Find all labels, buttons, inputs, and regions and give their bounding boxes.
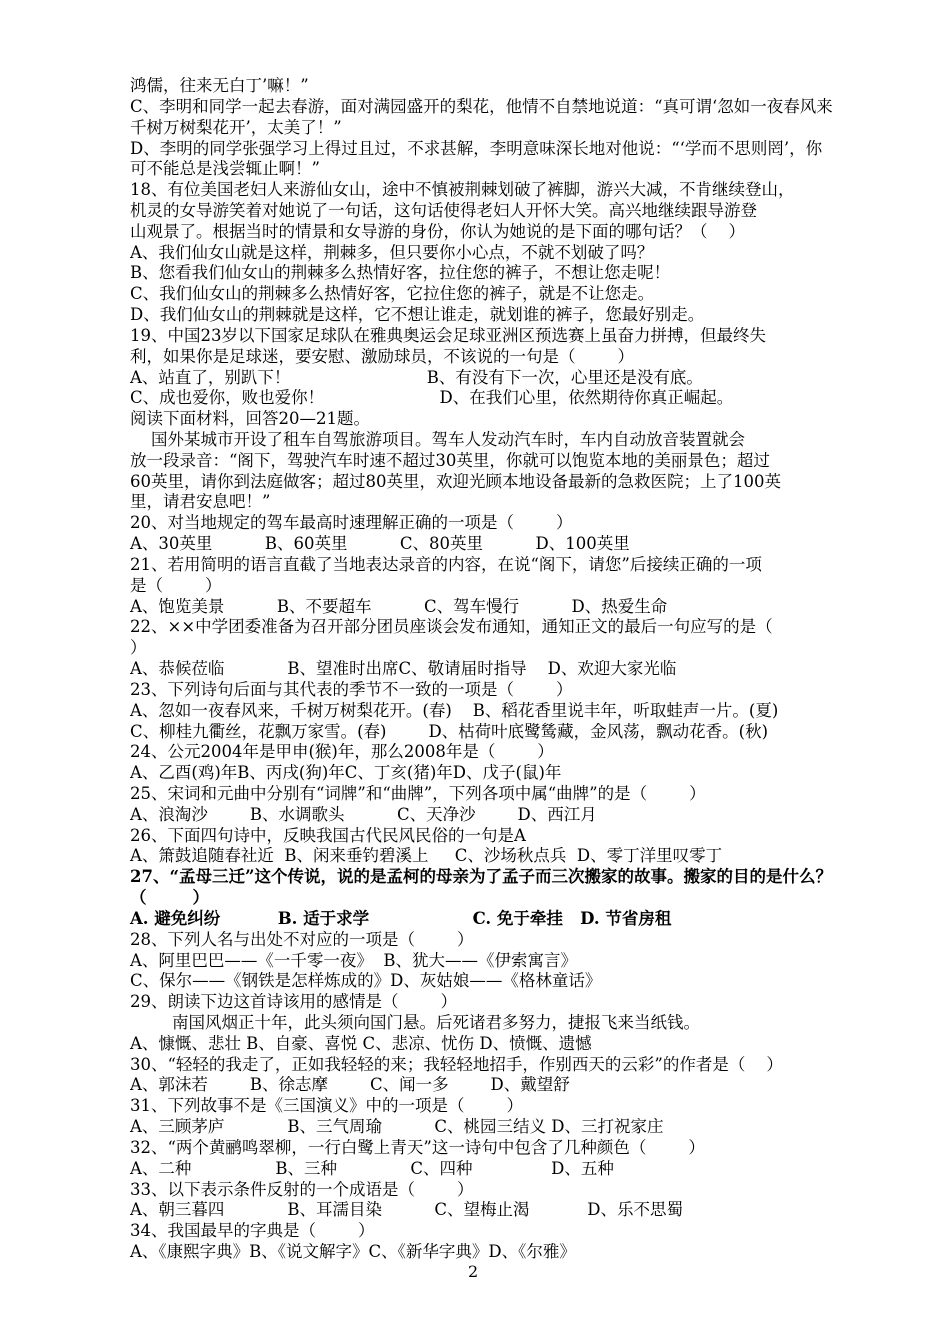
- text-line: A、浪淘沙 B、水调歌头 C、天净沙 D、西江月: [130, 804, 597, 824]
- text-line: 22、××中学团委准备为召开部分团员座谈会发布通知，通知正文的最后一句应写的是（: [130, 617, 773, 637]
- text-line: 21、若用简明的语言直截了当地表达录音的内容，在说“阁下，请您”后接续正确的一项: [130, 554, 762, 574]
- text-line: 32、“两个黄鹂鸣翠柳，一行白鹭上青天”这一诗句中包含了几种颜色（ ）: [130, 1137, 705, 1157]
- text-line: ）: [130, 638, 147, 658]
- text-line: A、《康熙字典》B、《说文解字》C、《新华字典》D、《尔雅》: [130, 1242, 576, 1261]
- text-line: A、三顾茅庐 B、三气周瑜 C、桃园三结义 D、三打祝家庄: [130, 1117, 664, 1137]
- text-line: A、30英里 B、60英里 C、80英里 D、100英里: [130, 534, 630, 554]
- text-line: A、乙酉(鸡)年B、丙戌(狗)年C、丁亥(猪)年D、戊子(鼠)年: [130, 763, 562, 783]
- text-line: 26、下面四句诗中，反映我国古代民风民俗的一句是A: [130, 825, 526, 845]
- text-line: 山观景了。根据当时的情景和女导游的身份，你认为她说的是下面的哪句话？（ ）: [130, 221, 745, 241]
- text-line: A、朝三暮四 B、耳濡目染 C、望梅止渴 D、乐不思蜀: [130, 1200, 683, 1220]
- text-line: A、郭沫若 B、徐志摩 C、闻一多 D、戴望舒: [130, 1075, 570, 1095]
- text-line: 31、下列故事不是《三国演义》中的一项是（ ）: [130, 1096, 523, 1116]
- text-line: A、慷慨、悲壮 B、自豪、喜悦 C、悲凉、忧伤 D、愤慨、遗憾: [130, 1033, 592, 1053]
- text-line: 29、朗读下边这首诗该用的感情是（ ）: [130, 992, 457, 1012]
- text-line: C、保尔——《钢铁是怎样炼成的》D、灰姑娘——《格林童话》: [130, 971, 602, 991]
- text-line: 里，请君安息吧！”: [130, 492, 271, 512]
- text-line: A、饱览美景 B、不要超车 C、驾车慢行 D、热爱生命: [130, 596, 668, 616]
- text-line: 24、公元2004年是甲申(猴)年，那么2008年是（ ）: [130, 742, 554, 762]
- text-line: 放一段录音：“阁下，驾驶汽车时速不超过30英里，你就可以饱览本地的美丽景色；超过: [130, 450, 770, 470]
- text-line: 30、“轻轻的我走了，正如我轻轻的来；我轻轻地招手，作别西天的云彩”的作者是（ ）: [130, 1054, 783, 1074]
- page-number: 2: [468, 1262, 479, 1281]
- text-line: 23、下列诗句后面与其代表的季节不一致的一项是（ ）: [130, 679, 573, 699]
- text-line: 34、我国最早的字典是（ ）: [130, 1221, 375, 1241]
- text-line: 南国风烟正十年，此头须向国门悬。后死诸君多努力，捷报飞来当纸钱。: [130, 1013, 700, 1032]
- text-line: 可不能总是浅尝辄止啊！”: [130, 159, 320, 179]
- text-line: A、二种 B、三种 C、四种 D、五种: [130, 1158, 614, 1178]
- text-line: 27、“孟母三迁”这个传说，说的是孟柯的母亲为了孟子而三次搬家的故事。搬家的目的是什么？: [130, 867, 832, 887]
- text-line: A、站直了，别趴下！ B、有没有下一次，心里还是没有底。: [130, 367, 703, 387]
- text-line: 20、对当地规定的驾车最高时速理解正确的一项是（ ）: [130, 513, 573, 533]
- text-line: 28、下列人名与出处不对应的一项是（ ）: [130, 929, 474, 949]
- text-line: A、阿里巴巴——《一千零一夜》 B、犹大——《伊索寓言》: [130, 950, 578, 970]
- text-line: 机灵的女导游笑着对她说了一句话，这句话使得老妇人开怀大笑。高兴地继续跟导游登: [130, 200, 757, 220]
- text-line: C、李明和同学一起去春游，面对满园盛开的梨花，他情不自禁地说道：“真可谓‘忽如一夜春风来: [130, 96, 833, 116]
- text-line: D、我们仙女山的荆棘就是这样，它不想让谁走，就划谁的裤子，您最好别走。: [130, 305, 705, 324]
- text-line: B、您看我们仙女山的荆棘多么热情好客，拉住您的裤子，不想让您走呢！: [130, 263, 671, 283]
- text-line: C、柳桂九衢丝，花飘万家雪。(春) D、枯荷叶底鹭鸶藏，金风荡，飘动花香。(秋): [130, 721, 769, 741]
- text-line: 33、以下表示条件反射的一个成语是（ ）: [130, 1179, 474, 1199]
- text-line: 千树万树梨花开’，太美了！”: [130, 117, 342, 137]
- text-line: （ ）: [130, 888, 209, 907]
- text-line: D、李明的同学张强学习上得过且过，不求甚解，李明意味深长地对他说：“‘学而不思则罔’，你: [130, 138, 823, 158]
- text-line: 利，如果你是足球迷，要安慰、激励球员，不该说的一句是（ ）: [130, 346, 634, 366]
- text-line: 19、中国23岁以下国家足球队在雅典奥运会足球亚洲区预选赛上虽奋力拼搏，但最终失: [130, 325, 766, 345]
- text-line: 18、有位美国老妇人来游仙女山，途中不慎被荆棘划破了裤脚，游兴大减，不肯继续登山，: [130, 180, 795, 200]
- text-line: A、忽如一夜春风来，千树万树梨花开。(春) B、稻花香里说丰年，听取蛙声一片。(夏): [130, 700, 779, 720]
- text-line: A、箫鼓追随春社近 B、闲来垂钓碧溪上 C、沙场秋点兵 D、零丁洋里叹零丁: [130, 846, 723, 866]
- text-line: C、成也爱你，败也爱你！ D、在我们心里，依然期待你真正崛起。: [130, 388, 734, 408]
- text-line: 60英里，请你到法庭做客；超过80英里，欢迎光顾本地设备最新的急救医院；上了100英: [130, 471, 781, 491]
- text-line: 25、宋词和元曲中分别有“词牌”和“曲牌”，下列各项中属“曲牌”的是（ ）: [130, 783, 706, 803]
- text-line: 阅读下面材料，回答20—21题。: [130, 409, 370, 429]
- text-line: A、我们仙女山就是这样，荆棘多，但只要你小心点，不就不划破了吗？: [130, 242, 654, 262]
- text-line: 是（ ）: [130, 575, 222, 595]
- text-line: A. 避免纠纷 B. 适于求学 C. 免于牵挂 D. 节省房租: [130, 908, 672, 928]
- text-line: C、我们仙女山的荆棘多么热情好客，它拉住您的裤子，就是不让您走。: [130, 284, 655, 304]
- text-line: 国外某城市开设了租车自驾旅游项目。驾车人发动汽车时，车内自动放音装置就会: [130, 430, 745, 449]
- text-line: A、恭候莅临 B、望准时出席C、敬请届时指导 D、欢迎大家光临: [130, 659, 677, 678]
- text-line: 鸿儒，往来无白丁’嘛！”: [130, 76, 309, 95]
